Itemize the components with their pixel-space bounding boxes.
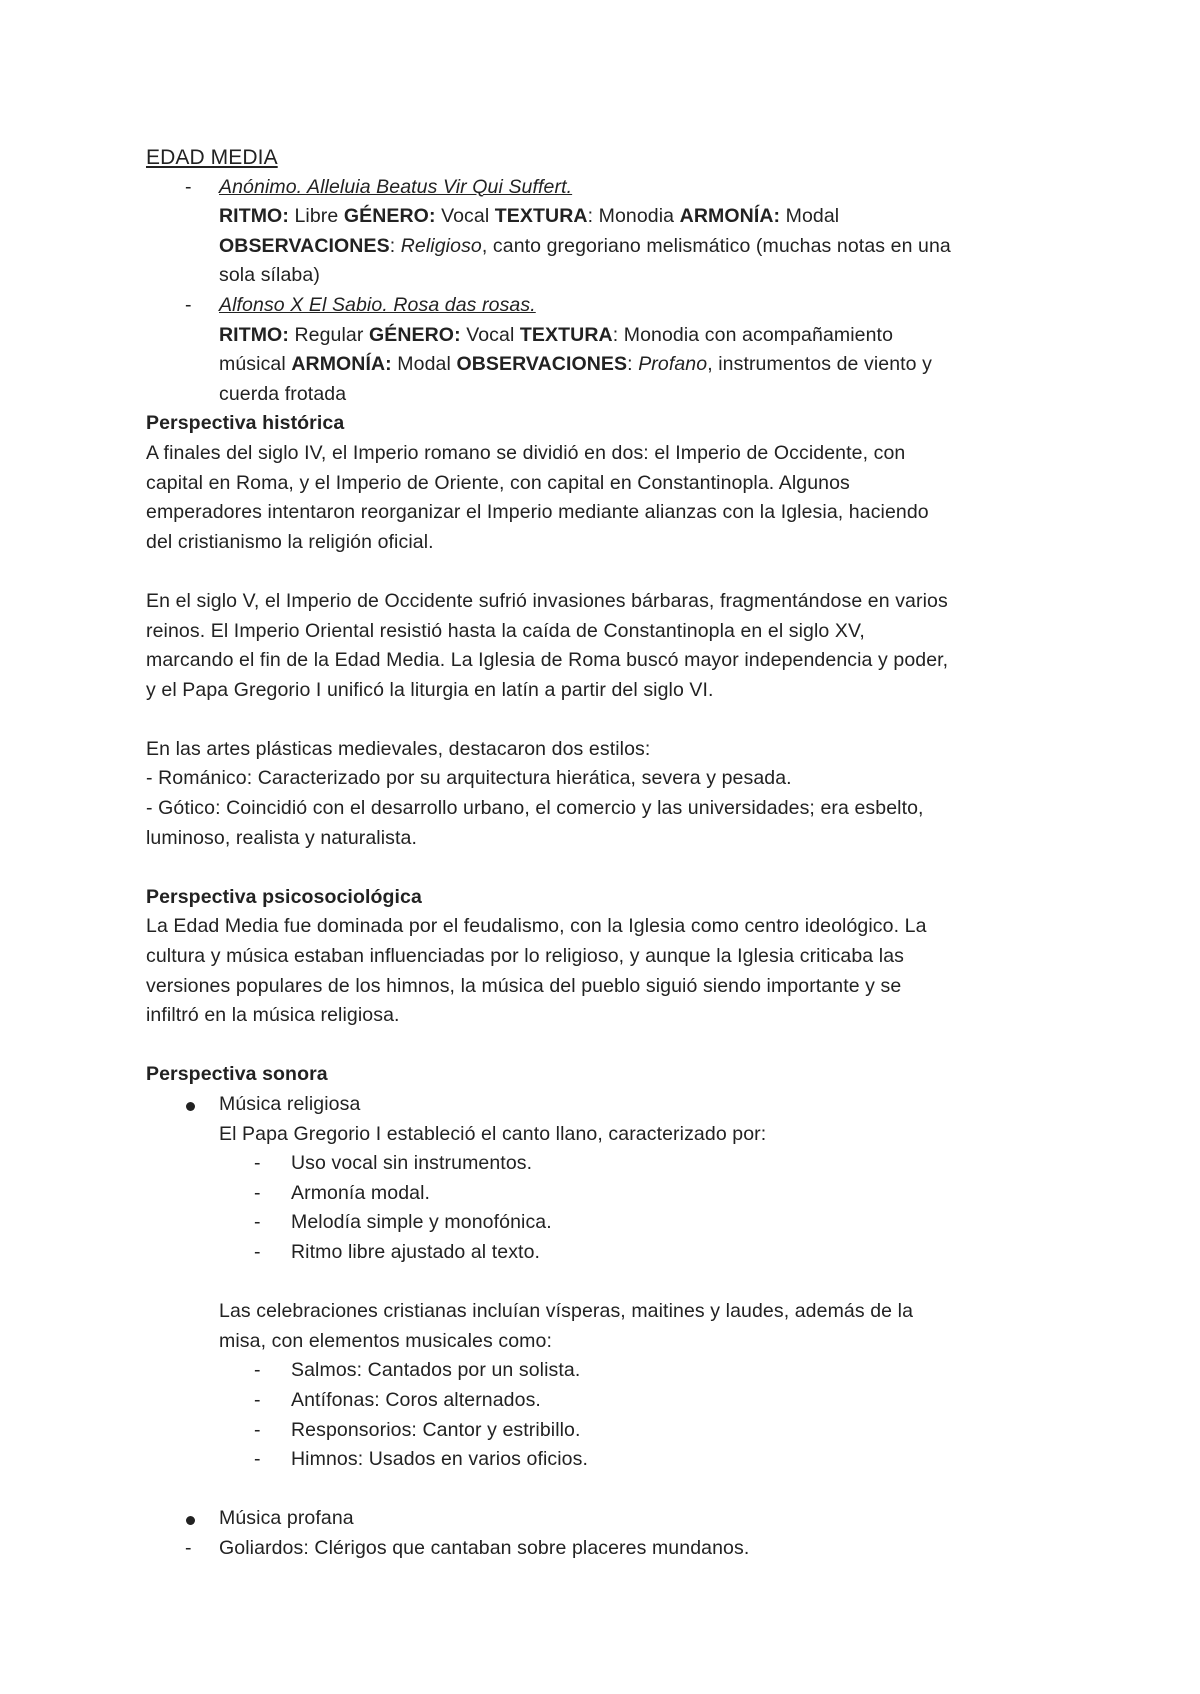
work-line: OBSERVACIONES: Religioso, canto gregoriano melismático (muchas notas en una — [219, 234, 951, 257]
bullet-item — [146, 1090, 1076, 1120]
list-item: - Himnos: Usados en varios oficios. — [146, 1445, 1076, 1475]
bullet-item — [146, 1504, 1076, 1534]
page-title: EDAD MEDIA — [146, 146, 278, 169]
dash-marker: - — [254, 1418, 261, 1441]
list-item: - Goliardos: Clérigos que cantaban sobre placeres mundanos. — [146, 1534, 1076, 1564]
paragraph-line: En las artes plásticas medievales, destacaron dos estilos: — [146, 737, 651, 760]
dash-marker: - — [254, 1181, 261, 1204]
dash-marker: - — [185, 1536, 192, 1559]
paragraph-line: La Edad Media fue dominada por el feudalismo, con la Iglesia como centro ideológico. La — [146, 915, 927, 938]
paragraph-line: misa, con elementos musicales como: — [219, 1329, 552, 1352]
dash-marker: - — [185, 293, 192, 316]
paragraph-line: luminoso, realista y naturalista. — [146, 826, 418, 849]
dash-marker: - — [254, 1388, 261, 1411]
work-line: músical ARMONÍA: Modal OBSERVACIONES: Profano, instrumentos de viento y — [219, 353, 932, 376]
dash-marker: - — [254, 1152, 261, 1175]
paragraph-line: del cristianismo la religión oficial. — [146, 530, 434, 553]
dash-marker: - — [185, 175, 192, 198]
section-heading-historica: Perspectiva histórica — [146, 412, 345, 435]
paragraph-line: capital en Roma, y el Imperio de Oriente, con capital en Constantinopla. Algunos — [146, 471, 850, 494]
section-heading-sonora: Perspectiva sonora — [146, 1063, 328, 1086]
work-item — [146, 291, 1076, 321]
bullet-icon — [186, 1516, 195, 1525]
document-page — [146, 143, 1076, 1564]
list-item: - Responsorios: Cantor y estribillo. — [146, 1416, 1076, 1446]
work-line: RITMO: Regular GÉNERO: Vocal TEXTURA: Monodia con acompañamiento — [219, 323, 894, 346]
paragraph-line: - Gótico: Coincidió con el desarrollo urbano, el comercio y las universidades; era esbelto, — [146, 797, 924, 820]
list-item: - Melodía simple y monofónica. — [146, 1208, 1076, 1238]
section-heading-psicosociologica: Perspectiva psicosociológica — [146, 885, 422, 908]
list-item: - Antífonas: Coros alternados. — [146, 1386, 1076, 1416]
dash-marker: - — [254, 1448, 261, 1471]
paragraph-line: infiltró en la música religiosa. — [146, 1004, 400, 1027]
paragraph-line: reinos. El Imperio Oriental resistió hasta la caída de Constantinopla en el siglo XV, — [146, 619, 865, 642]
paragraph-line: versiones populares de los himnos, la música del pueblo siguió siendo importante y se — [146, 974, 902, 997]
bullet-label: Música profana — [219, 1507, 354, 1530]
paragraph-line: Las celebraciones cristianas incluían vísperas, maitines y laudes, además de la — [219, 1300, 914, 1323]
dash-marker: - — [254, 1359, 261, 1382]
work-heading: Anónimo. Alleluia Beatus Vir Qui Suffert. — [219, 175, 573, 198]
work-line: sola sílaba) — [219, 264, 320, 287]
list-item: - Armonía modal. — [146, 1179, 1076, 1209]
bullet-label: Música religiosa — [219, 1093, 361, 1115]
list-item: - Uso vocal sin instrumentos. — [146, 1149, 1076, 1179]
dash-marker: - — [254, 1211, 261, 1234]
paragraph-line: El Papa Gregorio I estableció el canto llano, caracterizado por: — [219, 1122, 767, 1145]
list-item: - Salmos: Cantados por un solista. — [146, 1356, 1076, 1386]
dash-marker: - — [254, 1240, 261, 1263]
work-item — [146, 173, 1076, 203]
paragraph-line: emperadores intentaron reorganizar el Imperio mediante alianzas con la Iglesia, haciendo — [146, 501, 929, 524]
paragraph-line: marcando el fin de la Edad Media. La Iglesia de Roma buscó mayor independencia y poder, — [146, 649, 949, 672]
work-line: RITMO: Libre GÉNERO: Vocal TEXTURA: Monodia ARMONÍA: Modal — [219, 205, 840, 228]
work-line: cuerda frotada — [219, 382, 347, 405]
paragraph-line: y el Papa Gregorio I unificó la liturgia en latín a partir del siglo VI. — [146, 678, 714, 701]
paragraph-line: - Románico: Caracterizado por su arquitectura hierática, severa y pesada. — [146, 767, 792, 790]
bullet-icon — [186, 1102, 195, 1111]
work-heading: Alfonso X El Sabio. Rosa das rosas. — [219, 293, 536, 316]
paragraph-line: A finales del siglo IV, el Imperio romano se dividió en dos: el Imperio de Occidente, con — [146, 441, 906, 464]
list-item: - Ritmo libre ajustado al texto. — [146, 1238, 1076, 1268]
paragraph-line: cultura y música estaban influenciadas por lo religioso, y aunque la Iglesia criticaba las — [146, 945, 904, 968]
paragraph-line: En el siglo V, el Imperio de Occidente sufrió invasiones bárbaras, fragmentándose en varios — [146, 589, 948, 612]
